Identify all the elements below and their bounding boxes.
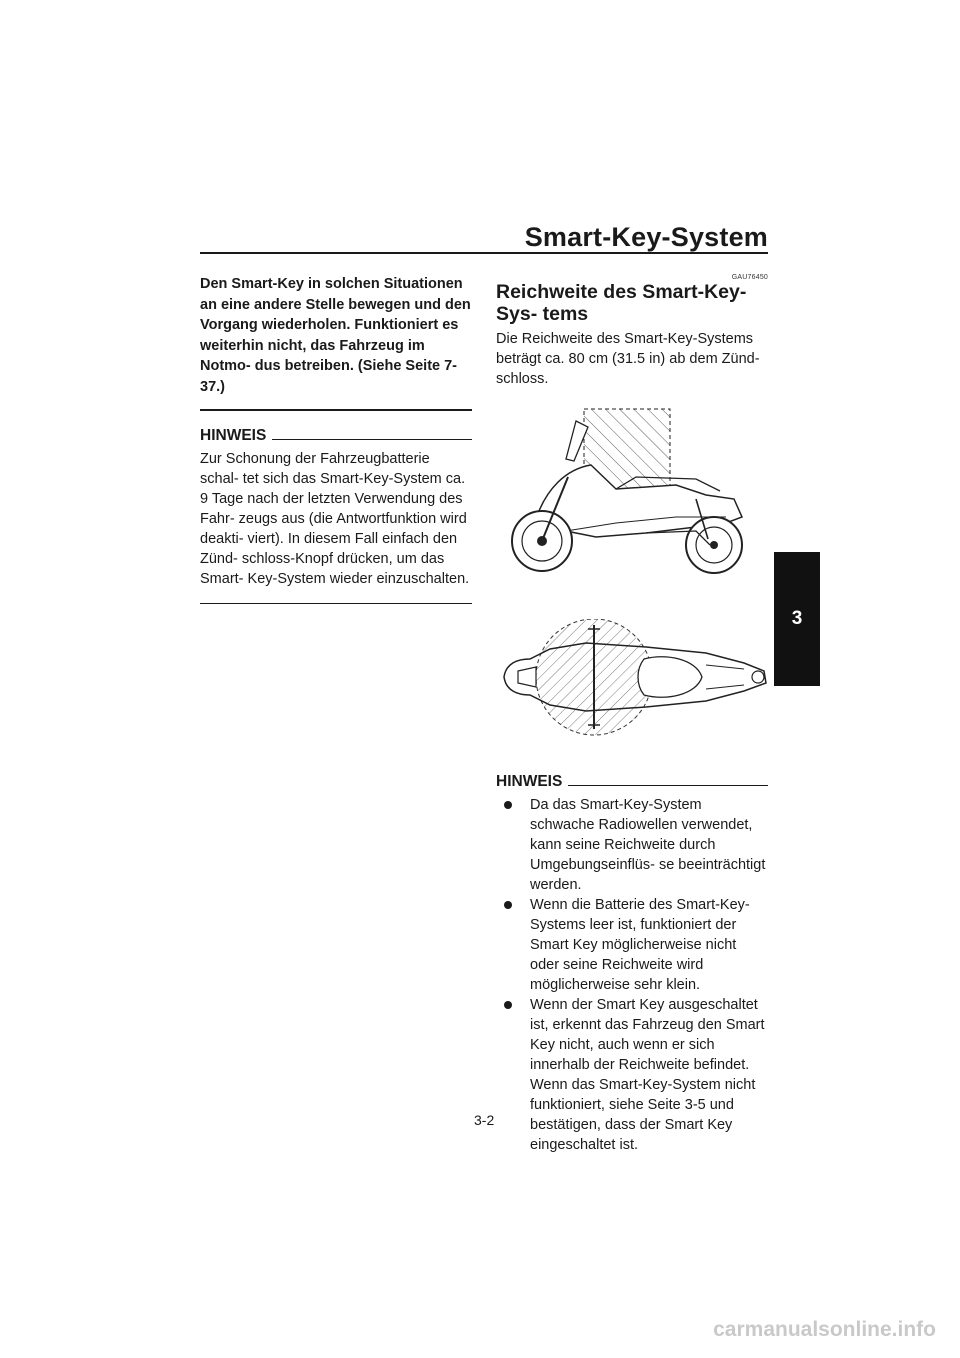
chapter-tab[interactable]: 3: [774, 552, 820, 686]
list-item: Wenn die Batterie des Smart-Key- Systems leer ist, funktioniert der Smart Key möglicherweise nicht oder seine Reichweite wird möglicherweise sehr klein.: [518, 895, 768, 995]
page-number: 3-2: [474, 1112, 495, 1128]
scooter-top-view-illustration: [496, 619, 768, 737]
left-column: [200, 274, 472, 604]
note-end-rule: [200, 603, 472, 604]
note-heading-label: HINWEIS: [200, 427, 267, 444]
bullet-icon: [504, 1001, 512, 1009]
note-text-left: Zur Schonung der Fahrzeugbatterie schal- tet sich das Smart-Key-System ca. 9 Tage nach der letzten Verwendung des Fahr- zeugs aus (die Antwortfunktion wird deakti- viert). In diesem Fall einfach den Zünd- schloss-Knopf drücken, um das Smart- Key-System wieder einzuschalten.: [200, 451, 470, 587]
page-title: Smart-Key-System: [524, 222, 768, 252]
note-heading-right: [496, 773, 768, 791]
note-bullet-list: [518, 795, 768, 1155]
right-column: [496, 274, 768, 1155]
section-title: Reichweite des Smart-Key-Sys- tems: [496, 281, 747, 325]
note-heading-left: [200, 427, 472, 445]
watermark: carmanualsonline.info: [713, 1318, 936, 1341]
list-item: Wenn der Smart Key ausgeschaltet ist, erkennt das Fahrzeug den Smart Key nicht, auch wenn er sich innerhalb der Reichweite befindet. Wenn das Smart-Key-System nicht funktioniert, siehe Seite 3-5 und bestätigen, dass der Smart Key eingeschaltet ist.: [518, 995, 768, 1155]
list-item: Da das Smart-Key-System schwache Radiowellen verwendet, kann seine Reichweite durch Umgebungseinflüs- se beeinträchtigt werden.: [518, 795, 768, 895]
warning-text: Den Smart-Key in solchen Situationen an eine andere Stelle bewegen und den Vorgang wiederholen. Funktioniert es weiterhin nicht, das Fahrzeug im Notmo- dus betreiben. (Siehe Seite 7-37.): [200, 276, 471, 395]
note-heading-label: HINWEIS: [496, 773, 563, 790]
intro-text: Die Reichweite des Smart-Key-Systems beträgt ca. 80 cm (31.5 in) ab dem Zünd- schloss.: [496, 331, 760, 387]
header-rule: [200, 252, 768, 254]
document-code: GAU76450: [731, 274, 768, 281]
bullet-icon: [504, 801, 512, 809]
scooter-side-view-illustration: [496, 399, 768, 585]
bullet-icon: [504, 901, 512, 909]
